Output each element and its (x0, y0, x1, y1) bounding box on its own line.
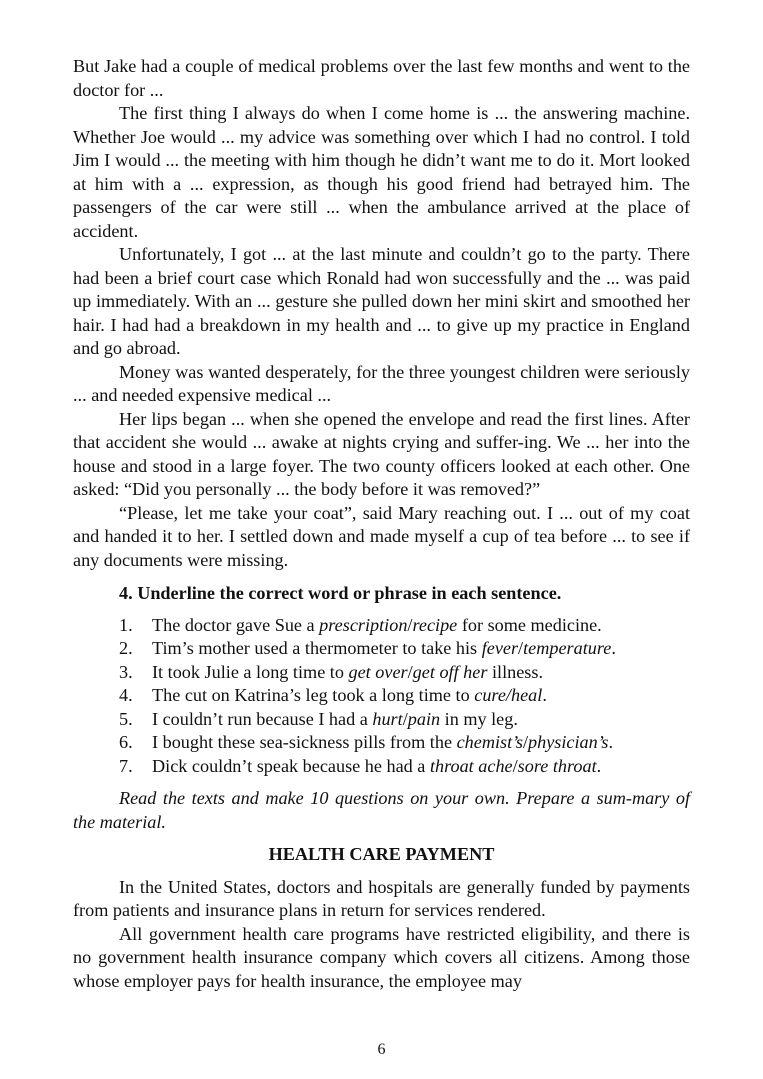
item-text: . (542, 685, 547, 705)
exercise-item (73, 708, 690, 732)
paragraph: Unfortunately, I got ... at the last minute and couldn’t go to the party. There had been a brief court case which Ronald had won successfully and the ... was paid up immediately. With an ... gesture she pulled down her mini skirt and smoothed her hair. I had had a breakdown in my health and ... to give up my practice in England and go abroad. (73, 244, 690, 358)
item-text: The doctor gave Sue a (152, 614, 320, 635)
option-separator: / (407, 614, 413, 635)
item-text: illness. (487, 661, 544, 682)
item-number: 6. (119, 732, 133, 752)
option-separator: / (512, 755, 518, 776)
item-text: It took Julie a long time to (152, 661, 349, 682)
option-b[interactable]: sore throat (517, 755, 597, 776)
option-a[interactable]: throat ache (429, 755, 513, 776)
item-number: 7. (119, 755, 133, 776)
page-content (73, 55, 690, 993)
item-text: . (611, 638, 616, 658)
exercise-item (73, 755, 690, 779)
item-text: I couldn’t run because I had a (152, 708, 373, 729)
option-a[interactable]: chemist’s (456, 732, 523, 752)
option-separator: / (402, 708, 408, 729)
task-instruction: Read the texts and make 10 questions on your own. Prepare a sum-mary of the material. (73, 788, 690, 832)
exercise-item (73, 661, 690, 685)
paragraph: The first thing I always do when I come home is ... the answering machine. Whether Joe would ... my advice was something over which I had no control. I told Jim I would ... the meeting with him though he didn’t want me to do it. Mort looked at him with a ... expression, as though his good friend had betrayed him. The passengers of the car were still ... when the ambulance arrived at the place of accident. (73, 103, 690, 241)
option-b[interactable]: heal (510, 685, 543, 705)
exercise-item (73, 731, 690, 755)
option-a[interactable]: prescription (319, 614, 408, 635)
exercise-heading: 4. Underline the correct word or phrase in each sentence. (119, 583, 562, 603)
option-b[interactable]: physician’s (528, 732, 609, 752)
item-text: in my leg. (440, 708, 518, 729)
exercise-item (73, 637, 690, 661)
option-separator: / (407, 661, 413, 682)
option-b[interactable]: recipe (412, 614, 458, 635)
option-a[interactable]: hurt (372, 708, 403, 729)
item-text: . (608, 732, 614, 752)
item-text: for some medicine. (457, 614, 602, 635)
exercise-list (73, 614, 690, 779)
page-number: 6 (377, 1041, 386, 1058)
option-separator: / (518, 638, 524, 658)
option-a[interactable]: cure (474, 685, 506, 705)
paragraph: Her lips began ... when she opened the envelope and read the first lines. After that accident she would ... awake at nights crying and suffer-ing. We ... her into the house and stood in a large foyer. The two county officers looked at each other. One asked: “Did you personally ... the body before it was removed?” (73, 408, 690, 499)
section-title: HEALTH CARE PAYMENT (268, 844, 495, 864)
item-text: I bought these sea-sickness pills from the (152, 732, 457, 752)
item-text: The cut on Katrina’s leg took a long time to (152, 685, 475, 705)
item-number: 5. (119, 708, 133, 729)
option-a[interactable]: get over (348, 661, 408, 682)
item-text: Tim’s mother used a thermometer to take his (152, 638, 482, 658)
option-b[interactable]: pain (407, 708, 441, 729)
paragraph: “Please, let me take your coat”, said Mary reaching out. I ... out of my coat and handed it to her. I settled down and made myself a cup of tea before ... to see if any documents were missing. (73, 502, 690, 570)
paragraph: Money was wanted desperately, for the three youngest children were seriously ... and needed expensive medical ... (73, 361, 690, 405)
exercise-item (73, 684, 690, 708)
item-text: . (596, 755, 602, 776)
option-separator: / (522, 732, 529, 752)
option-b[interactable]: get off her (412, 661, 488, 682)
item-number: 2. (119, 638, 133, 658)
item-text: Dick couldn’t speak because he had a (152, 755, 430, 776)
paragraph: But Jake had a couple of medical problems over the last few months and went to the doctor for ... (73, 56, 690, 100)
item-number: 1. (119, 614, 133, 635)
paragraph: In the United States, doctors and hospitals are generally funded by payments from patients and insurance plans in return for services rendered. (73, 876, 690, 920)
option-a[interactable]: fever (481, 638, 519, 658)
option-separator: / (505, 685, 511, 705)
exercise-item (73, 614, 690, 638)
option-b[interactable]: temperature (523, 638, 612, 658)
item-number: 4. (119, 685, 133, 705)
item-number: 3. (119, 661, 133, 682)
paragraph: All government health care programs have restricted eligibility, and there is no government health insurance company which covers all citizens. Among those whose employer pays for health insurance, the employee may (73, 923, 690, 991)
